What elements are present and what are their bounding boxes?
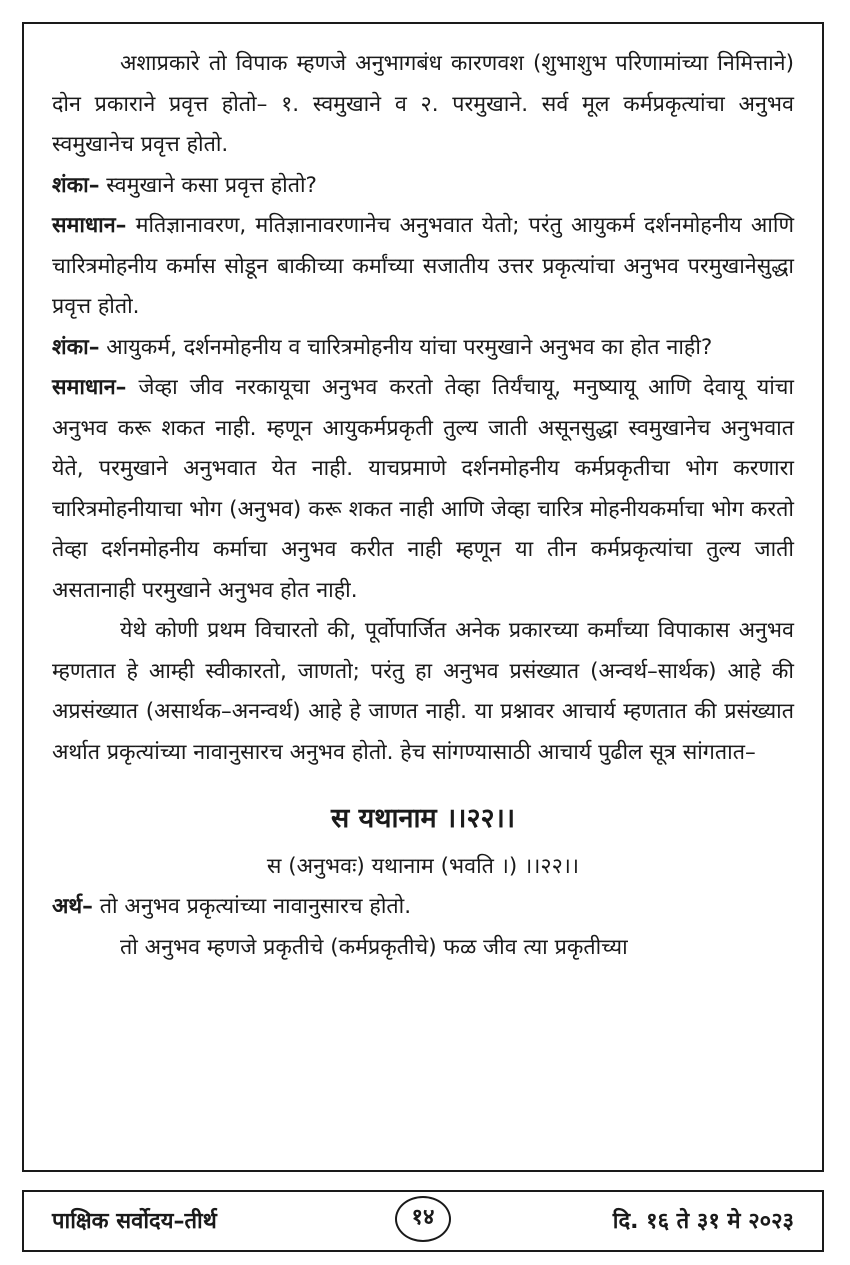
question-2-label: शंका– <box>52 334 100 360</box>
answer-1-text: मतिज्ञानावरण, मतिज्ञानावरणानेच अनुभवात येतो; परंतु आयुकर्म दर्शनमोहनीय आणि चारित्रमोहनीय कर्मास सोडून बाकीच्या कर्मांच्या सजातीय उत्तर प्रकृत्यांचा अनुभव परमुखानेसुद्धा प्रवृत्त होतो. <box>52 213 794 319</box>
meaning-label: अर्थ– <box>52 894 93 919</box>
continuation-paragraph: तो अनुभव म्हणजे प्रकृतीचे (कर्मप्रकृतीचे) फळ जीव त्या प्रकृतीच्या <box>120 934 628 960</box>
answer-1 <box>52 206 794 328</box>
page-number-badge: १४ <box>395 1196 451 1242</box>
discussion-paragraph: येथे कोणी प्रथम विचारतो की, पूर्वोपार्जित अनेक प्रकारच्या कर्मांच्या विपाकास अनुभव म्हणतात हे आम्ही स्वीकारतो, जाणतो; परंतु हा अनुभव प्रसंख्यात (अन्वर्थ–सार्थक) आहे की अप्रसंख्यात (असार्थक–अनन्वर्थ) आहे हे जाणत नाही. या प्रश्नावर आचार्य म्हणतात की प्रसंख्यात अर्थात प्रकृत्यांच्या नावानुसारच अनुभव होतो. हेच सांगण्यासाठी आचार्य पुढील सूत्र सांगतात– <box>52 618 794 765</box>
question-1-label: शंका– <box>52 172 100 198</box>
answer-2-text: जेव्हा जीव नरकायूचा अनुभव करतो तेव्हा तिर्यंचायू, मनुष्यायू आणि देवायू यांचा अनुभव करू शकत नाही. म्हणून आयुकर्मप्रकृती तुल्य जाती असूनसुद्धा स्वमुखानेच अनुभवात येते, परमुखाने अनुभवात येत नाही. याचप्रमाणे दर्शनमोहनीय कर्मप्रकृतीचा भोग करणारा चारित्रमोहनीयाचा भोग (अनुभव) करू शकत नाही आणि जेव्हा चारित्र मोहनीयकर्माचा भोग करतो तेव्हा दर्शनमोहनीय कर्माचा अनुभव करीत नाही म्हणून या तीन कर्मप्रकृत्यांचा तुल्य जाती असतानाही परमुखाने अनुभव होत नाही. <box>52 375 794 603</box>
answer-1-label: समाधान– <box>52 213 127 238</box>
question-1-text: स्वमुखाने कसा प्रवृत्त होतो? <box>99 172 317 198</box>
meaning-line <box>52 887 794 928</box>
question-2-text: आयुकर्म, दर्शनमोहनीय व चारित्रमोहनीय यांचा परमुखाने अनुभव का होत नाही? <box>99 334 713 360</box>
publication-name: पाक्षिक सर्वोदय–तीर्थ <box>52 1209 217 1234</box>
question-1 <box>52 166 794 207</box>
sutra-heading: स यथानाम ।।२२।। <box>330 803 516 834</box>
sutra-gloss: स (अनुभवः) यथानाम (भवति ।) ।।२२।। <box>266 854 580 879</box>
issue-date: दि. १६ ते ३१ मे २०२३ <box>612 1209 794 1234</box>
article-frame <box>22 22 824 1172</box>
answer-2 <box>52 368 794 611</box>
answer-2-label: समाधान– <box>52 375 127 400</box>
intro-paragraph: अशाप्रकारे तो विपाक म्हणजे अनुभागबंध कारणवश (शुभाशुभ परिणामांच्या निमित्ताने) दोन प्रकाराने प्रवृत्त होतो– १. स्वमुखाने व २. परमुखाने. सर्व मूल कर्मप्रकृत्यांचा अनुभव स्वमुखानेच प्रवृत्त होतो. <box>52 51 794 157</box>
page-footer <box>22 1190 824 1252</box>
meaning-text: तो अनुभव प्रकृत्यांच्या नावानुसारच होतो. <box>92 894 412 919</box>
question-2 <box>52 328 794 369</box>
